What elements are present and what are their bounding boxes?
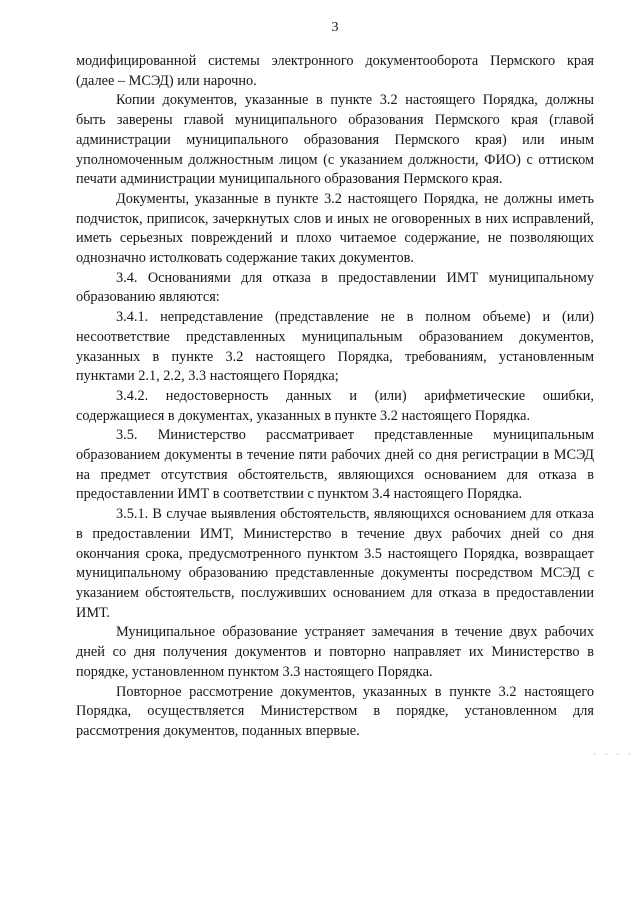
clause-3-4-2: 3.4.2. недостоверность данных и (или) арифметические ошибки, содержащиеся в документах, указанных в пункте 3.2 настоящего Порядка. <box>76 387 594 424</box>
paragraph-repeated-review: Повторное рассмотрение документов, указанных в пункте 3.2 настоящего Порядка, осуществляется Министерством в порядке, установленном для рассмотрения документов, поданных впервые. <box>76 683 594 739</box>
clause-3-4-1: 3.4.1. непредставление (представление не в полном объеме) и (или) несоответствие представленных муниципальным образованием документов, указанных в пункте 3.2 настоящего Порядка, требованиям, установленным пунктами 2.1, 2.2, 3.3 настоящего Порядка; <box>76 309 594 385</box>
paragraph-continuation: модифицированной системы электронного документооборота Пермского края (далее – МСЭД) или нарочно. <box>76 53 594 89</box>
clause-3-5: 3.5. Министерство рассматривает представленные муниципальным образованием документы в течение пяти рабочих дней со дня регистрации в МСЭД на предмет отсутствия обстоятельств, являющихся основанием для отказа в предоставлении ИМТ в соответствии с пунктом 3.4 настоящего Порядка. <box>76 427 594 503</box>
paragraph-resubmission: Муниципальное образование устраняет замечания в течение двух рабочих дней со дня получения документов и повторно направляет их Министерство в порядке, установленном пунктом 3.3 настоящего Порядка. <box>76 624 594 680</box>
scan-artifact-dots: · · · · <box>592 750 634 760</box>
paragraph-document-requirements: Документы, указанные в пункте 3.2 настоящего Порядка, не должны иметь подчисток, приписок, зачеркнутых слов и иных не оговоренных в них исправлений, иметь серьезных повреждений и плохо читаемое содержание, не позволяющих однозначно истолковать содержание таких документов. <box>76 190 594 267</box>
clause-3-5-1: 3.5.1. В случае выявления обстоятельств, являющихся основанием для отказа в предоставлении ИМТ, Министерство в течение двух рабочих дней со дня окончания срока, предусмотренного пунктом 3.5 настоящего Порядка, возвращает муниципальному образованию представленные документы посредством МСЭД с указанием обстоятельств, послуживших основанием для отказа в предоставлении ИМТ. <box>76 506 594 621</box>
document-body <box>76 52 594 742</box>
clause-3-4: 3.4. Основаниями для отказа в предоставлении ИМТ муниципальному образованию являются: <box>76 269 594 306</box>
page-number: 3 <box>331 20 339 35</box>
paragraph-copies-certification: Копии документов, указанные в пункте 3.2 настоящего Порядка, должны быть заверены главой муниципального образования Пермского края (главой администрации муниципального образования Пермского края) или иным уполномоченным должностным лицом (с указанием должности, ФИО) с оттиском печати администрации муниципального образования Пермского края. <box>76 92 594 188</box>
